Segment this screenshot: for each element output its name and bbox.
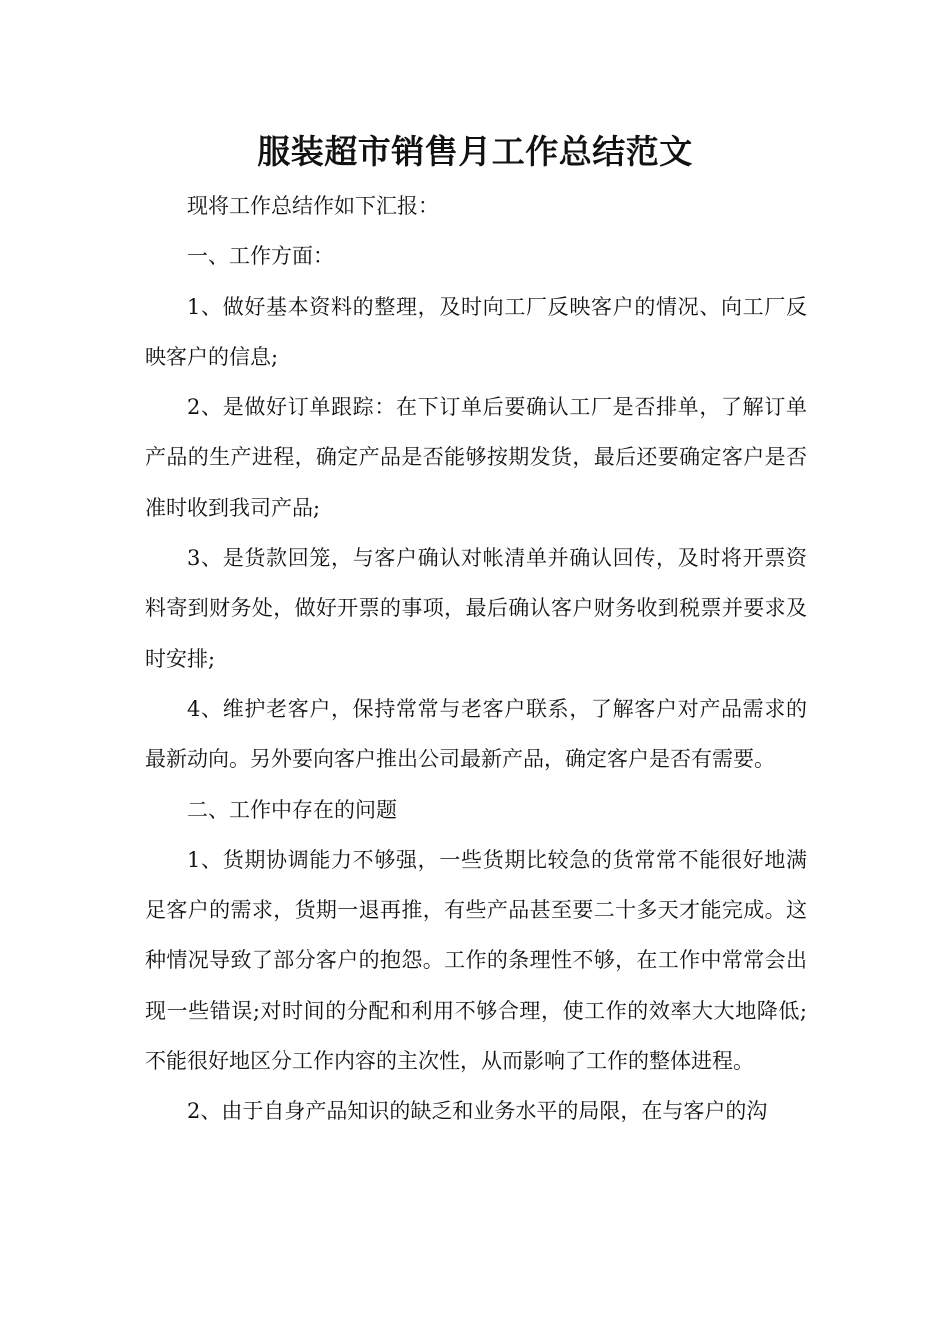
paragraph-problem-1: 1、货期协调能力不够强，一些货期比较急的货常常不能很好地满足客户的需求，货期一退再推，有些产品甚至要二十多天才能完成。这种情况导致了部分客户的抱怨。工作的条理性不够，在工作中常常会出现一些错误;对时间的分配和利用不够合理，使工作的效率大大地降低;不能很好地区分工作内容的主次性，从而影响了工作的整体进程。 [145,847,807,1074]
heading-problems: 二、工作中存在的问题 [187,797,397,822]
paragraph-problem-2: 2、由于自身产品知识的缺乏和业务水平的局限，在与客户的沟 [187,1099,768,1124]
paragraph-item-2: 2、是做好订单跟踪：在下订单后要确认工厂是否排单，了解订单产品的生产进程，确定产品是否能够按期发货，最后还要确定客户是否准时收到我司产品; [145,395,807,520]
paragraph-item-1: 1、做好基本资料的整理，及时向工厂反映客户的情况、向工厂反映客户的信息; [145,294,807,369]
paragraph-intro: 现将工作总结作如下汇报： [187,194,439,218]
paragraph-item-4: 4、维护老客户，保持常常与老客户联系，了解客户对产品需求的最新动向。另外要向客户推出公司最新产品，确定客户是否有需要。 [145,696,807,772]
paragraph-item-3: 3、是货款回笼，与客户确认对帐清单并确认回传，及时将开票资料寄到财务处，做好开票的事项，最后确认客户财务收到税票并要求及时安排; [145,546,807,671]
document-body [145,181,807,1137]
heading-work-aspects: 一、工作方面： [187,244,334,269]
document-title: 服装超市销售月工作总结范文 [257,132,693,171]
